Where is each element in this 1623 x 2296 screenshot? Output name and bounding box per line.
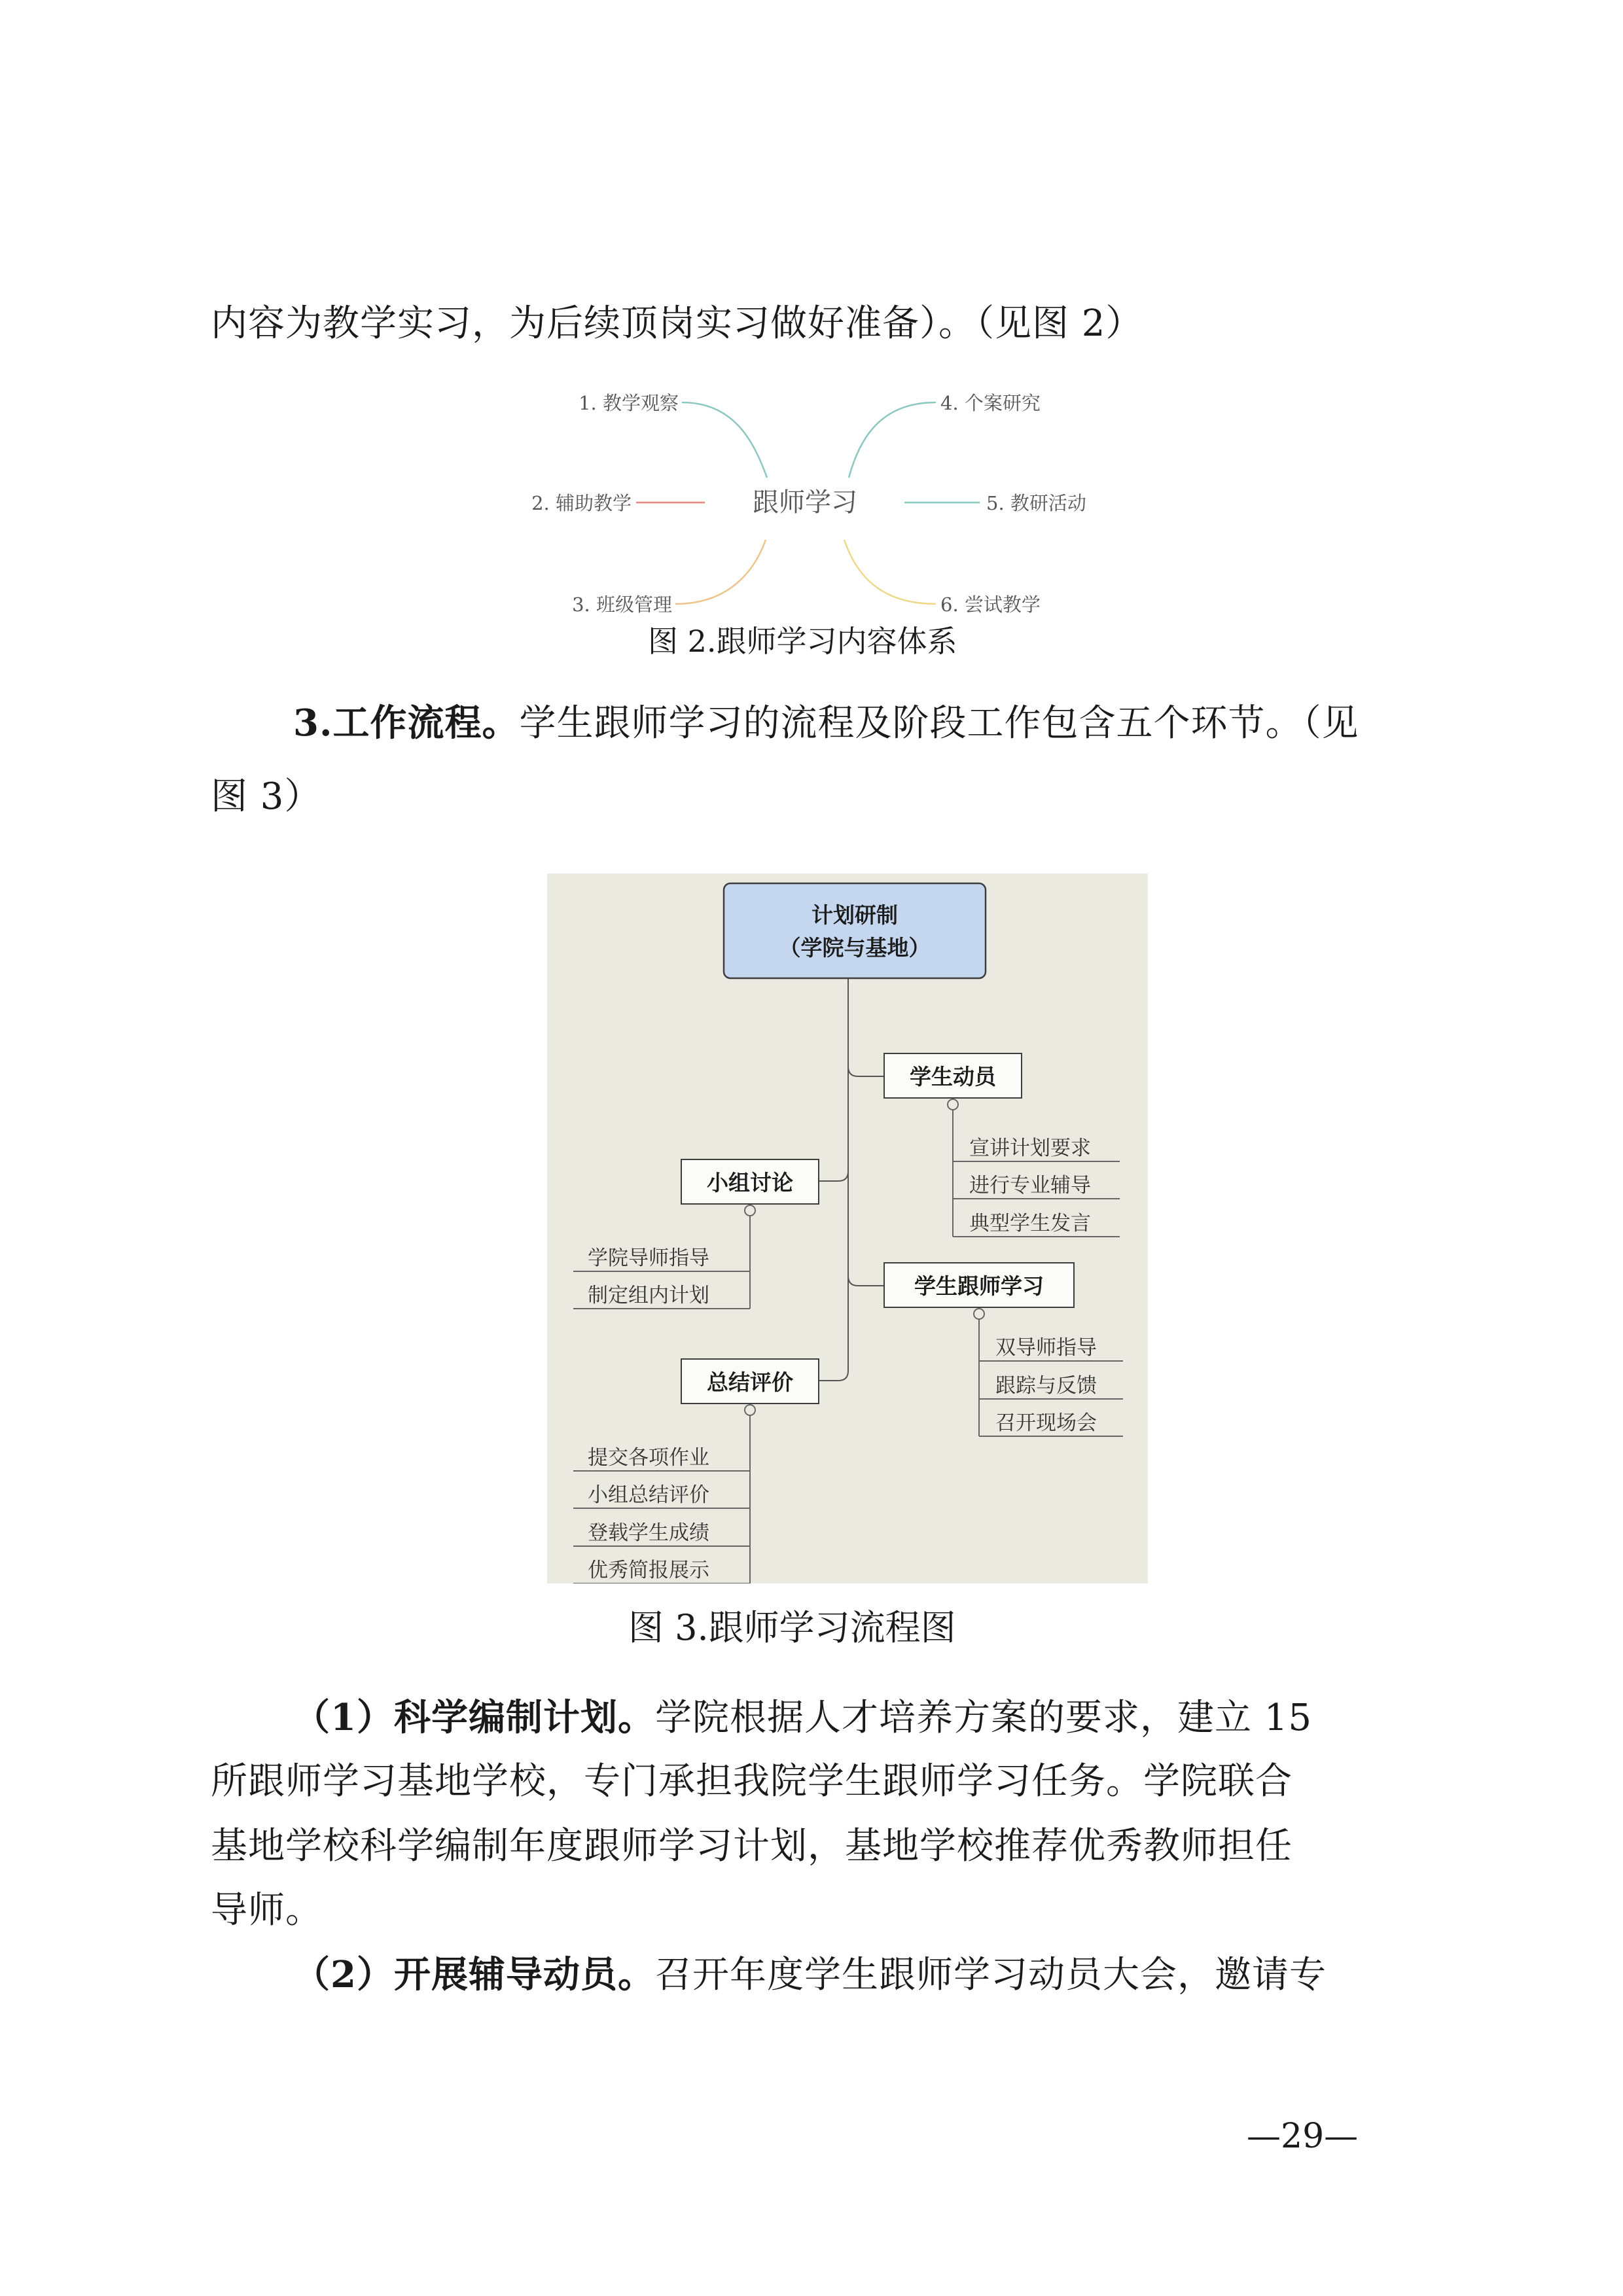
summary-item-1: 提交各项作业 xyxy=(588,1446,709,1470)
paragraph-line: 基地学校科学编制年度跟师学习计划，基地学校推荐优秀教师担任 xyxy=(211,1825,1293,1867)
figure-3-flowchart xyxy=(547,874,1148,1583)
paragraph-line xyxy=(293,697,1359,750)
branch-line-3 xyxy=(675,540,766,604)
figure-2-caption: 图 2.跟师学习内容体系 xyxy=(648,624,957,659)
mindmap-item-5: 5. 教研活动 xyxy=(986,492,1086,514)
discuss-item-2: 制定组内计划 xyxy=(588,1284,709,1307)
root-title-line2: （学院与基地） xyxy=(779,935,931,961)
branch-line-6 xyxy=(844,540,936,604)
mindmap-center: 跟师学习 xyxy=(753,487,857,518)
node-summary-title: 总结评价 xyxy=(707,1369,793,1395)
mobilize-item-2: 进行专业辅导 xyxy=(969,1174,1091,1197)
paragraph-text: 召开年度学生跟师学习动员大会，邀请专 xyxy=(654,1954,1327,1996)
mobilize-item-1: 宣讲计划要求 xyxy=(969,1137,1091,1160)
follow-item-1: 双导师指导 xyxy=(995,1336,1097,1360)
follow-item-2: 跟踪与反馈 xyxy=(995,1374,1097,1398)
summary-item-3: 登载学生成绩 xyxy=(588,1521,709,1545)
mindmap-item-3: 3. 班级管理 xyxy=(572,593,672,616)
discuss-item-1: 学院导师指导 xyxy=(588,1246,709,1270)
summary-item-4: 优秀简报展示 xyxy=(588,1559,709,1582)
paragraph-line xyxy=(293,1691,1312,1744)
section-heading: 3.工作流程。 xyxy=(293,701,520,745)
subsection-heading: （1）科学编制计划。 xyxy=(293,1696,655,1739)
mindmap-item-4: 4. 个案研究 xyxy=(940,392,1041,414)
root-box xyxy=(724,883,986,978)
paragraph-line: 所跟师学习基地学校，专门承担我院学生跟师学习任务。学院联合 xyxy=(211,1760,1293,1803)
paragraph-line: 导师。 xyxy=(211,1889,323,1932)
node-discuss-title: 小组讨论 xyxy=(707,1170,793,1195)
branch-line-4 xyxy=(849,402,936,478)
paragraph-text: 学院根据人才培养方案的要求，建立 15 xyxy=(654,1697,1313,1739)
branch-line-1 xyxy=(682,402,767,478)
mobilize-item-3: 典型学生发言 xyxy=(969,1212,1091,1235)
mindmap-item-2: 2. 辅助教学 xyxy=(531,492,632,514)
mindmap-item-6: 6. 尝试教学 xyxy=(940,593,1041,616)
follow-item-3: 召开现场会 xyxy=(995,1411,1097,1435)
figure-2-mindmap xyxy=(473,383,1153,625)
paragraph-line: 图 3） xyxy=(211,775,322,818)
paragraph-line: 内容为教学实习，为后续顶岗实习做好准备）。（见图 2） xyxy=(211,302,1143,345)
figure-3-caption: 图 3.跟师学习流程图 xyxy=(628,1607,956,1648)
mindmap-item-1: 1. 教学观察 xyxy=(579,392,679,414)
paragraph-text: 学生跟师学习的流程及阶段工作包含五个环节。（见 xyxy=(519,702,1359,745)
subsection-heading: （2）开展辅导动员。 xyxy=(293,1953,655,1996)
page-number: —29— xyxy=(1247,2117,1359,2156)
summary-item-2: 小组总结评价 xyxy=(588,1483,709,1507)
node-mobilize-title: 学生动员 xyxy=(910,1064,996,1089)
node-follow-title: 学生跟师学习 xyxy=(914,1273,1044,1299)
root-title-line1: 计划研制 xyxy=(812,902,898,928)
paragraph-line xyxy=(293,1949,1327,2002)
